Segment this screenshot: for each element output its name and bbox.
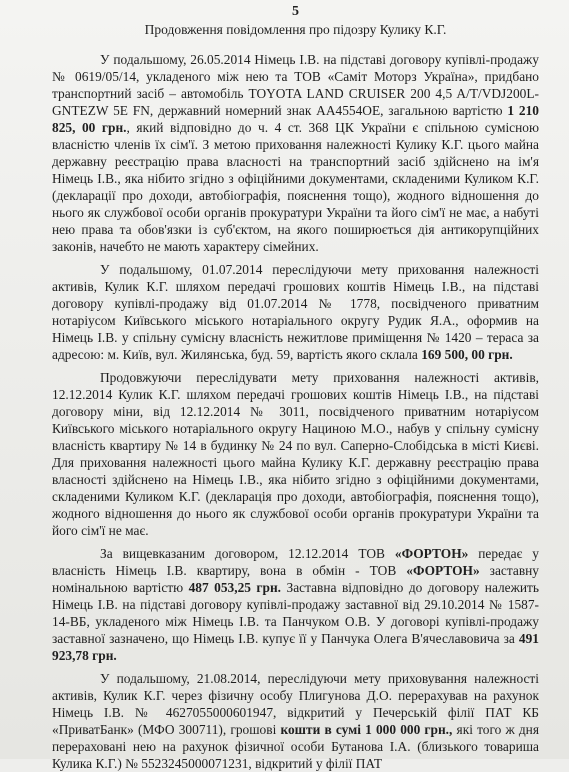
amount-terrace-value: 169 500, 00 грн. [421,347,513,362]
text-run: У подальшому, 01.07.2014 переслідуючи мету приховання належності активів, Кулик К.Г. шляхом передачі грошових коштів Німець І.В., на підставі договору купівлі-продажу від 01.07.2014 № 1778, посвідченого приватним нотаріусом Київського міського нотаріального округу Рудик Я.А., оформив на Німець І.В. у спільну сумісну власність нежитлове приміщення № 1420 – тераса за адресою: м. Київ, вул. Жилянська, буд. 59, вартість якого склала [52,262,539,362]
amount-nominal-value: 487 053,25 грн. [188,580,282,595]
paragraph-mortgage-note [52,545,539,664]
amount-purchase-price: 491 923,78 грн. [52,631,539,663]
company-name: «ФОРТОН» [394,546,469,561]
text-run: У подальшому, 21.08.2014, переслідуючи мету приховування належності активів, Кулик К.Г. через фізичну особу Плигунова Д.О. перерахував на рахунок Німець І.В. № 4627055000601947, відкритий у Печерській філії ПАТ КБ «ПриватБанк» (МФО 300711), грошові [52,671,539,737]
paragraph-apartment-exchange [52,369,539,539]
text-run: Заставна відповідно до договору належить Німець І.В. на підставі договору купівлі-продажу заставної від 29.10.2014 № 1587-14-ВБ, укладеного між Німець І.В. та Панчуком О.В. У договорі купівлі-продажу заставної зазначено, що Німець І.В. купує її у Панчука Олега В'ячеславовича за [52,580,540,646]
paragraph-car-purchase [52,51,539,255]
page-title: Продовження повідомлення про підозру Кулику К.Г. [144,22,447,37]
paragraph-money-transfer [52,670,539,772]
text-run: Продовжуючи переслідувати мету приховання належності активів, 12.12.2014 Кулик К.Г. шляхом передачі грошових коштів Німець І.В., на підставі договору міни, від 12.12.2014 № 3011, посвідченого приватним нотаріусом Київського міського нотаріального округу Нациною М.О., набув у спільну сумісну власність квартиру № 14 в будинку № 24 по вул. Саперно-Слобідська в місті Києві. Для приховання належності цього майна Кулику К.Г. державну реєстрацію права власності здійснено на Німець І.В., яка нібито згідно з офіційними документами, складеними Куликом К.Г. (декларація про доходи, автобіографія, пояснення тощо), жодного відношення до нього як службової особи органів прокуратури України та його сім'ї не має. [52,370,539,538]
text-run: У подальшому, 26.05.2014 Німець І.В. на підставі договору купівлі-продажу № 0619/05/14, укладеного між нею та ТОВ «Саміт Моторз Україна», придбано транспортний засіб – автомобіль TOYOTA LAND CRUISER 200 4,5 A/T/VDJ200L-GNTEZW 5E FN, державний номерний знак АА4554ОЕ, загальною вартістю [52,52,539,118]
paragraph-terrace-purchase [52,261,539,363]
text-run: заставну номінальною вартістю [52,563,539,595]
page-number: 5 [292,4,299,19]
company-name: «ФОРТОН» [406,563,480,578]
text-run: які того ж дня перераховані нею на рахунок фізичної особи Бутанова І.А. (близького товариша Кулика К.Г.) № 5523245000071231, відкритий у філії ПАТ [52,722,539,771]
text-run: , який відповідно до ч. 4 ст. 368 ЦК України є спільною сумісною власністю членів їх сім'ї. З метою приховання належності Кулику К.Г. цього майна державну реєстрацію права власності на транспортний засіб здійснено на ім'я Німець І.В., яка нібито згідно з офіційними документами, складеними Куликом К.Г. (декларації про доходи, автобіографія, пояснення тощо), жодного відношення до нього як службової особи органів прокуратури України та його сім'ї не має, а набуті нею права та обов'язки із суб'єктом, на якого поширюється дія антикорупційних законів, начебто не мають характеру сімейних. [52,120,539,254]
text-run: За вищевказаним договором, 12.12.2014 ТОВ [100,546,395,561]
amount-car-value: 1 210 825, 00 грн. [52,103,539,135]
amount-transfer: кошти в сумі 1 000 000 грн., [280,722,453,737]
text-run: передає у власність Німець І.В. квартиру, вона в обмін - ТОВ [52,546,539,578]
